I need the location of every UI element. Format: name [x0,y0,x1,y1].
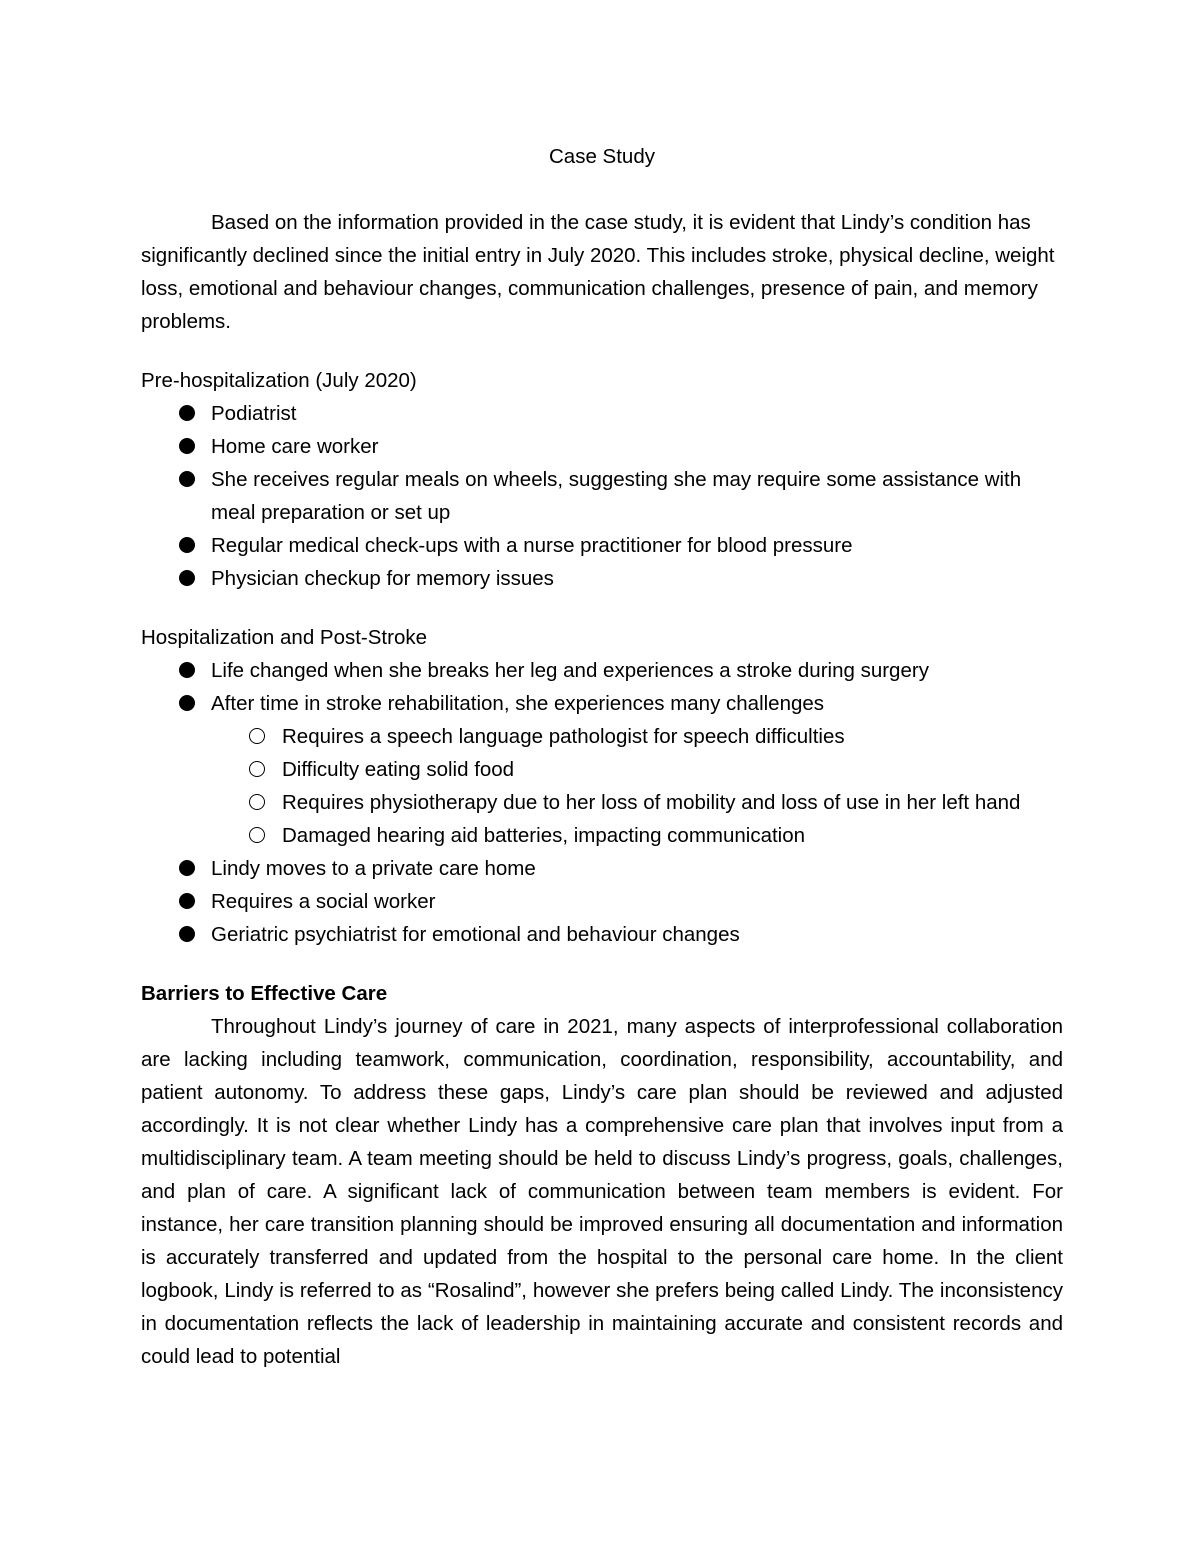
sub-list-item [141,819,1063,852]
list-item [141,654,1063,687]
list-item-text: Physician checkup for memory issues [211,567,554,590]
sub-list-item-text: Damaged hearing aid batteries, impacting communication [282,824,806,847]
pre-hospitalization-heading: Pre-hospitalization (July 2020) [141,369,417,392]
hospitalization-sub-list [141,720,1063,852]
filled-bullet-icon [179,471,195,487]
filled-bullet-icon [179,893,195,909]
hospitalization-list-continued [141,852,1063,951]
list-item-text: Podiatrist [211,402,297,425]
filled-bullet-icon [179,438,195,454]
document-content [141,140,1063,1373]
list-item [141,430,1063,463]
list-item-text: Geriatric psychiatrist for emotional and behaviour changes [211,923,740,946]
filled-bullet-icon [179,695,195,711]
sub-list-item-text: Requires a speech language pathologist for speech difficulties [282,725,845,748]
sub-list-item-text: Difficulty eating solid food [282,758,515,781]
spacer [141,595,1063,621]
hollow-bullet-icon [249,761,265,777]
hospitalization-list [141,654,1063,720]
sub-list-item [141,786,1063,819]
list-item [141,529,1063,562]
page-title: Case Study [549,145,655,168]
barriers-heading: Barriers to Effective Care [141,982,388,1005]
filled-bullet-icon [179,570,195,586]
hospitalization-heading: Hospitalization and Post-Stroke [141,626,428,649]
hollow-bullet-icon [249,827,265,843]
spacer [141,338,1063,364]
sub-list-item [141,753,1063,786]
list-item [141,852,1063,885]
spacer [141,951,1063,977]
list-item [141,687,1063,720]
sub-list-item [141,720,1063,753]
filled-bullet-icon [179,860,195,876]
list-item-text: Regular medical check-ups with a nurse practitioner for blood pressure [211,534,853,557]
list-item-text: After time in stroke rehabilitation, she experiences many challenges [211,692,825,715]
hollow-bullet-icon [249,728,265,744]
hollow-bullet-icon [249,794,265,810]
list-item [141,463,1063,529]
filled-bullet-icon [179,405,195,421]
list-item-text: Requires a social worker [211,890,436,913]
list-item [141,885,1063,918]
list-item-text: Home care worker [211,435,379,458]
sub-list-item-text: Requires physiotherapy due to her loss of mobility and loss of use in her left hand [282,791,1021,814]
filled-bullet-icon [179,662,195,678]
list-item-text: She receives regular meals on wheels, suggesting she may require some assistance with meal preparation or set up [211,468,1022,524]
list-item-text: Life changed when she breaks her leg and experiences a stroke during surgery [211,659,929,682]
filled-bullet-icon [179,537,195,553]
barriers-paragraph: Throughout Lindy’s journey of care in 2021, many aspects of interprofessional collaboration are lacking including teamwork, communication, coordination, responsibility, accountability, and patient autonomy. To address these gaps, Lindy’s care plan should be reviewed and adjusted accordingly. It is not clear whether Lindy has a comprehensive care plan that involves input from a multidisciplinary team. A team meeting should be held to discuss Lindy’s progress, goals, challenges, and plan of care. A significant lack of communication between team members is evident. For instance, her care transition planning should be improved ensuring all documentation and information is accurately transferred and updated from the hospital to the personal care home. In the client logbook, Lindy is referred to as “Rosalind”, however she prefers being called Lindy. The inconsistency in documentation reflects the lack of leadership in maintaining accurate and consistent records and could lead to potential [141,1015,1063,1368]
list-item [141,562,1063,595]
list-item-text: Lindy moves to a private care home [211,857,536,880]
list-item [141,918,1063,951]
pre-hospitalization-list [141,397,1063,595]
list-item [141,397,1063,430]
intro-paragraph: Based on the information provided in the case study, it is evident that Lindy’s condition has significantly declined since the initial entry in July 2020. This includes stroke, physical decline, weight loss, emotional and behaviour changes, communication challenges, presence of pain, and memory problems. [141,211,1055,333]
filled-bullet-icon [179,926,195,942]
spacer [141,173,1063,206]
